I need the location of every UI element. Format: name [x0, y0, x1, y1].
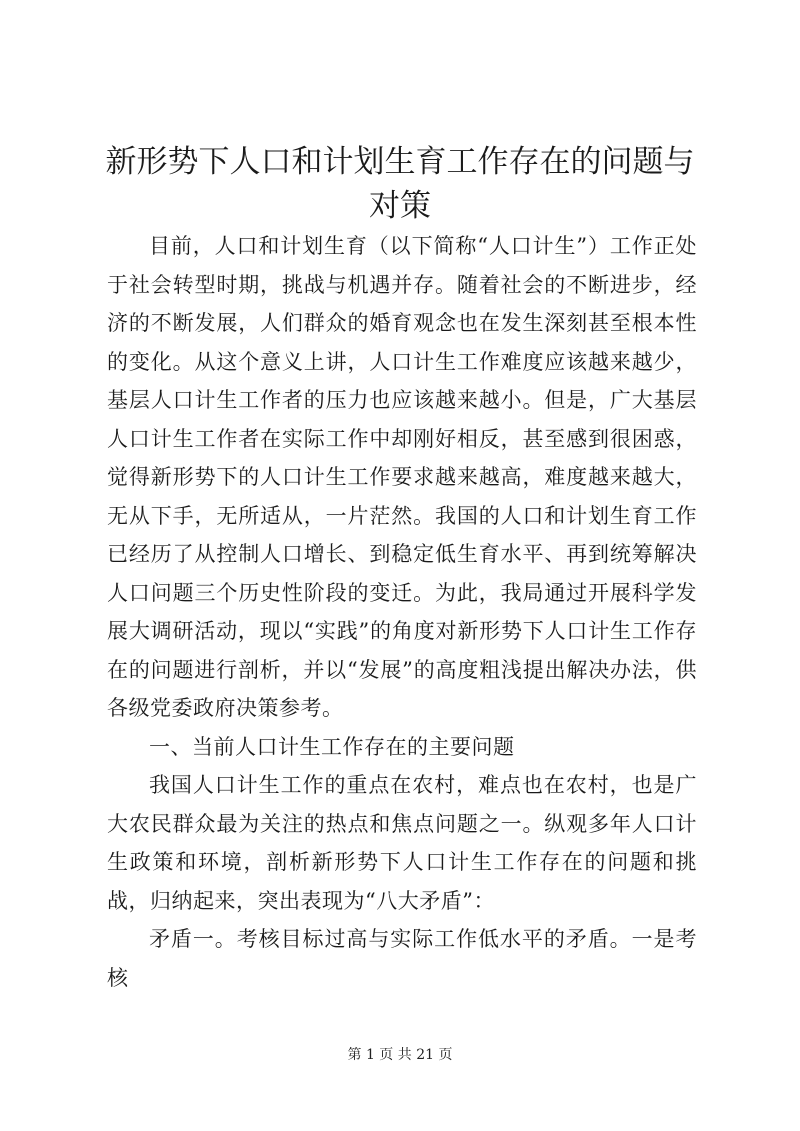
document-title: 新形势下人口和计划生育工作存在的问题与对策: [105, 144, 695, 224]
page-number-footer: 第 1 页 共 21 页: [347, 1047, 453, 1063]
paragraph-section-1: 我国人口计生工作的重点在农村，难点也在农村，也是广大农民群众最为关注的热点和焦点问题之一。纵观多年人口计生政策和环境，剖析新形势下人口计生工作存在的问题和挑战，归纳起来，突出表现为“八大矛盾”：: [107, 773, 697, 913]
paragraph-contradiction-1: 矛盾一。考核目标过高与实际工作低水平的矛盾。一是考核: [107, 927, 697, 990]
section-heading-1: 一、当前人口计生工作存在的主要问题: [149, 734, 515, 759]
document-body: [107, 227, 697, 997]
paragraph-intro: 目前，人口和计划生育（以下简称“人口计生”）工作正处于社会转型时期，挑战与机遇并存。随着社会的不断进步，经济的不断发展，人们群众的婚育观念也在发生深刻甚至根本性的变化。从这个意义上讲，人口计生工作难度应该越来越少，基层人口计生工作者的压力也应该越来越小。但是，广大基层人口计生工作者在实际工作中却刚好相反，甚至感到很困惑，觉得新形势下的人口计生工作要求越来越高，难度越来越大，无从下手，无所适从，一片茫然。我国的人口和计划生育工作已经历了从控制人口增长、到稳定低生育水平、再到统筹解决人口问题三个历史性阶段的变迁。为此，我局通过开展科学发展大调研活动，现以“实践”的角度对新形势下人口计生工作存在的问题进行剖析，并以“发展”的高度粗浅提出解决办法，供各级党委政府决策参考。: [107, 234, 697, 720]
